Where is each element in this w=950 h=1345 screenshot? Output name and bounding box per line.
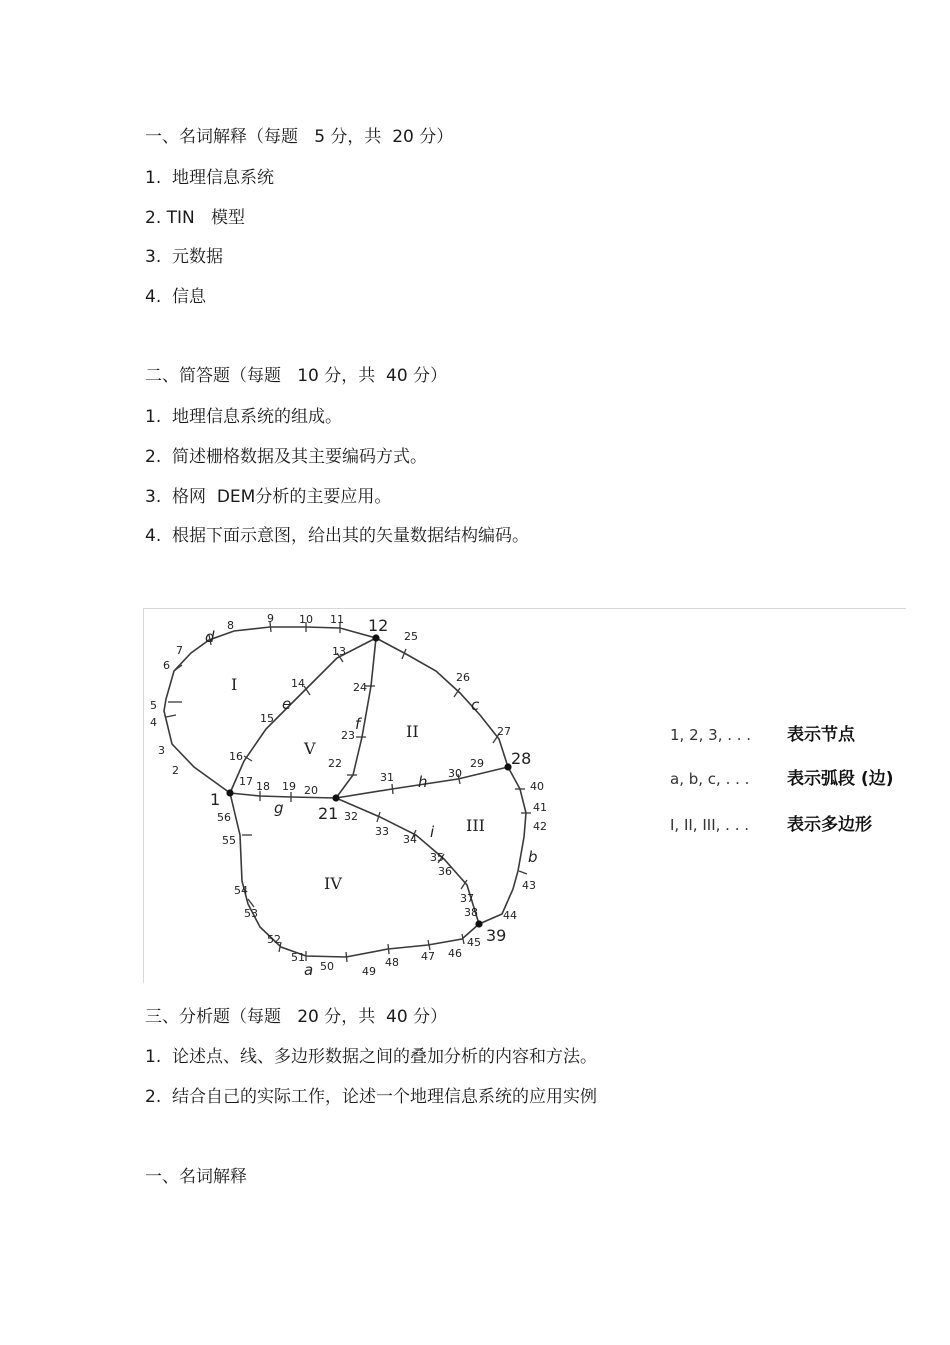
legend-nodes-key: 1, 2, 3, . . . xyxy=(670,726,752,744)
vertex-25-label: 25 xyxy=(404,630,418,643)
vertex-30-label: 30 xyxy=(448,767,462,780)
vertex-22-label: 22 xyxy=(328,757,342,770)
vertex-41-label: 41 xyxy=(533,801,547,814)
vertex-23-label: 23 xyxy=(341,729,355,742)
vertex-47-label: 47 xyxy=(421,950,435,963)
vertex-19-label: 19 xyxy=(282,780,296,793)
vertex-35-label: 35 xyxy=(430,851,444,864)
vertex-10-label: 10 xyxy=(299,613,313,626)
vertex-48-label: 48 xyxy=(385,956,399,969)
vertex-34-label: 34 xyxy=(403,833,417,846)
polygon-V-label: V xyxy=(304,739,316,758)
vertex-56-label: 56 xyxy=(217,811,231,824)
vertex-53-label: 53 xyxy=(244,907,258,920)
arc-c-label: c xyxy=(471,696,480,714)
answers-heading: 一、名词解释 xyxy=(145,1167,247,1187)
polygon-IV-label: IV xyxy=(324,874,342,893)
vertex-50-label: 50 xyxy=(320,960,334,973)
vertex-8-label: 8 xyxy=(227,619,234,632)
vertex-20-label: 20 xyxy=(304,784,318,797)
vertex-51-label: 51 xyxy=(291,951,305,964)
vector-structure-diagram xyxy=(143,608,906,983)
legend-polygons-key: I, II, III, . . . xyxy=(670,816,749,834)
legend-arcs-key: a, b, c, . . . xyxy=(670,770,750,788)
node-21-label: 21 xyxy=(318,804,339,823)
node-12-label: 12 xyxy=(368,616,389,635)
vertex-42-label: 42 xyxy=(533,820,547,833)
vertex-38-label: 38 xyxy=(464,906,478,919)
vertex-2-label: 2 xyxy=(172,764,179,777)
section2-item-1: 1. 地理信息系统的组成。 xyxy=(145,407,343,427)
legend-arcs-value: 表示弧段 (边) xyxy=(787,769,894,789)
vertex-29-label: 29 xyxy=(470,757,484,770)
vertex-45-label: 45 xyxy=(467,936,481,949)
arc-c-line xyxy=(376,638,508,767)
section2-item-4: 4. 根据下面示意图，给出其的矢量数据结构编码。 xyxy=(145,526,530,546)
vertex-5-label: 5 xyxy=(150,699,157,712)
polygon-I-label: I xyxy=(231,675,238,694)
vertex-54-label: 54 xyxy=(234,884,248,897)
vertex-14-label: 14 xyxy=(291,677,305,690)
section1-heading: 一、名词解释（每题 5 分，共 20 分） xyxy=(145,127,454,147)
vertex-13-label: 13 xyxy=(332,645,346,658)
vertex-40-label: 40 xyxy=(530,780,544,793)
section3-item-2: 2. 结合自己的实际工作，论述一个地理信息系统的应用实例 xyxy=(145,1087,598,1107)
vertex-32-label: 32 xyxy=(344,810,358,823)
arc-e-label: e xyxy=(282,695,292,713)
arc-g-label: g xyxy=(274,799,284,817)
vertex-7-label: 7 xyxy=(176,644,183,657)
node-21-dot xyxy=(332,794,339,801)
arc-i-label: i xyxy=(430,823,435,841)
vertex-49-label: 49 xyxy=(362,965,376,978)
vertex-6-label: 6 xyxy=(163,659,170,672)
arc-a-label: a xyxy=(304,961,314,979)
polygon-III-label: III xyxy=(466,816,485,835)
section3-heading: 三、分析题（每题 20 分，共 40 分） xyxy=(145,1007,448,1027)
section3-item-1: 1. 论述点、线、多边形数据之间的叠加分析的内容和方法。 xyxy=(145,1047,598,1067)
vertex-43-label: 43 xyxy=(522,879,536,892)
arc-f-label: f xyxy=(355,715,361,733)
section2-item-3: 3. 格网 DEM分析的主要应用。 xyxy=(145,487,392,507)
vertex-4-label: 4 xyxy=(150,716,157,729)
arc-b-line xyxy=(479,767,526,924)
section2-heading: 二、简答题（每题 10 分，共 40 分） xyxy=(145,366,448,386)
vertex-31-label: 31 xyxy=(380,771,394,784)
vertex-33-label: 33 xyxy=(375,825,389,838)
node-39-label: 39 xyxy=(486,926,507,945)
vertex-36-label: 36 xyxy=(438,865,452,878)
node-12-dot xyxy=(372,634,379,641)
polygon-II-label: II xyxy=(406,722,419,741)
section1-item-4: 4. 信息 xyxy=(145,287,207,307)
vertex-15-label: 15 xyxy=(260,712,274,725)
arc-b-label: b xyxy=(528,848,538,866)
vertex-16-label: 16 xyxy=(229,750,243,763)
vertex-37-label: 37 xyxy=(460,892,474,905)
vertex-55-label: 55 xyxy=(222,834,236,847)
arc-h-label: h xyxy=(418,773,428,791)
vertex-18-label: 18 xyxy=(256,780,270,793)
vertex-9-label: 9 xyxy=(267,612,274,625)
node-1-dot xyxy=(226,789,233,796)
vertex-44-label: 44 xyxy=(503,909,517,922)
vertex-52-label: 52 xyxy=(267,933,281,946)
vertex-24-label: 24 xyxy=(353,681,367,694)
node-39-dot xyxy=(475,920,482,927)
arc-d-label: d xyxy=(205,628,215,646)
vertex-11-label: 11 xyxy=(330,613,344,626)
vertex-26-label: 26 xyxy=(456,671,470,684)
vertex-46-label: 46 xyxy=(448,947,462,960)
node-1-label: 1 xyxy=(210,790,221,809)
node-28-label: 28 xyxy=(511,749,532,768)
legend-polygons-value: 表示多边形 xyxy=(787,815,872,835)
vertex-17-label: 17 xyxy=(239,775,253,788)
vertex-3-label: 3 xyxy=(158,744,165,757)
section1-item-1: 1. 地理信息系统 xyxy=(145,168,275,188)
arc-g-line xyxy=(230,793,336,798)
section2-item-2: 2. 简述栅格数据及其主要编码方式。 xyxy=(145,447,428,467)
section1-item-3: 3. 元数据 xyxy=(145,247,224,267)
section1-item-2: 2. TIN 模型 xyxy=(145,208,245,228)
legend-nodes-value: 表示节点 xyxy=(787,725,855,745)
vertex-27-label: 27 xyxy=(497,725,511,738)
